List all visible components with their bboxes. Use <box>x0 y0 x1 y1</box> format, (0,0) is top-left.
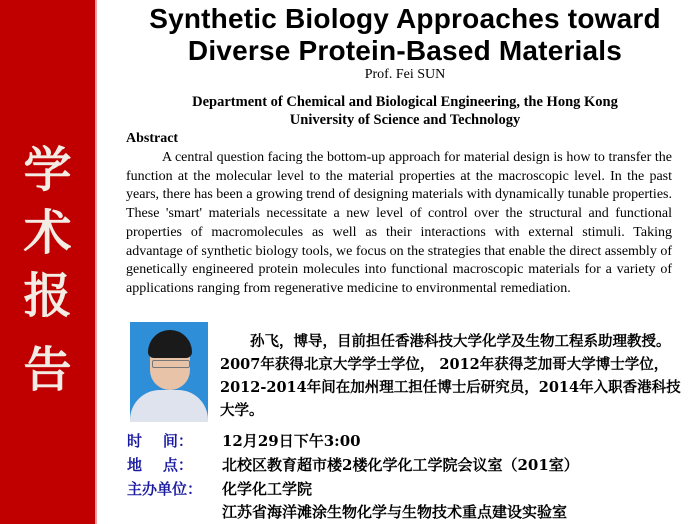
place-value: 北校区教育超市楼2楼化学化工学院会议室（201室） <box>222 456 579 474</box>
talk-title-line1: Synthetic Biology Approaches toward <box>149 3 661 34</box>
sidebar-divider <box>95 0 97 524</box>
talk-title <box>110 3 700 67</box>
banner-char: 术 <box>23 205 72 261</box>
speaker-name: Prof. Fei SUN <box>364 67 446 82</box>
host-value-1: 化学化工学院 <box>222 480 313 498</box>
speaker-bio: 孙飞，博导，目前担任香港科技大学化学及生物工程系助理教授。2007年获得北京大学学士学位， 2012年获得芝加哥大学博士学位，2012-2014年间在加州理工担任博士后研究员，2014年入职香港科技大学。 <box>220 333 681 419</box>
department <box>110 93 700 129</box>
photo-shirt <box>130 390 208 422</box>
host-value-2: 江苏省海洋滩涂生物化学与生物技术重点建设实验室 <box>222 503 568 521</box>
time-value: 12月29日下午3:00 <box>222 432 361 450</box>
abstract-heading: Abstract <box>126 131 179 146</box>
talk-title-line2: Diverse Protein-Based Materials <box>187 35 623 66</box>
banner-char: 报 <box>23 268 72 324</box>
time-label: 时 间： <box>127 432 193 450</box>
banner-char: 告 <box>23 342 72 398</box>
photo-hair <box>148 330 192 358</box>
photo-glasses <box>152 360 190 368</box>
place-label: 地 点： <box>127 456 193 474</box>
host-label: 主办单位： <box>127 480 203 498</box>
speaker-photo <box>130 322 208 422</box>
department-line2: University of Science and Technology <box>289 112 521 128</box>
department-line1: Department of Chemical and Biological Engineering, the Hong Kong <box>192 94 618 110</box>
abstract-body: A central question facing the bottom-up approach for material design is how to transfer the function at the molecular level to the material properties at the macroscopic level. In the past years, there has been a growing trend of designing materials with dynamically tunable properties. These 'smart' materials necessitate a new level of control over the structural and functional properties of macromolecules as well as their interactions with external stimuli. Taking advantage of synthetic biology tools, we focus on the strategies that enable the direct assembly of genetically engineered protein molecules into functional macroscopic materials for a variety of applications ranging from regenerative medicine to environmental remediation. <box>126 150 672 296</box>
banner-char: 学 <box>23 142 72 198</box>
sidebar-banner <box>0 0 95 524</box>
